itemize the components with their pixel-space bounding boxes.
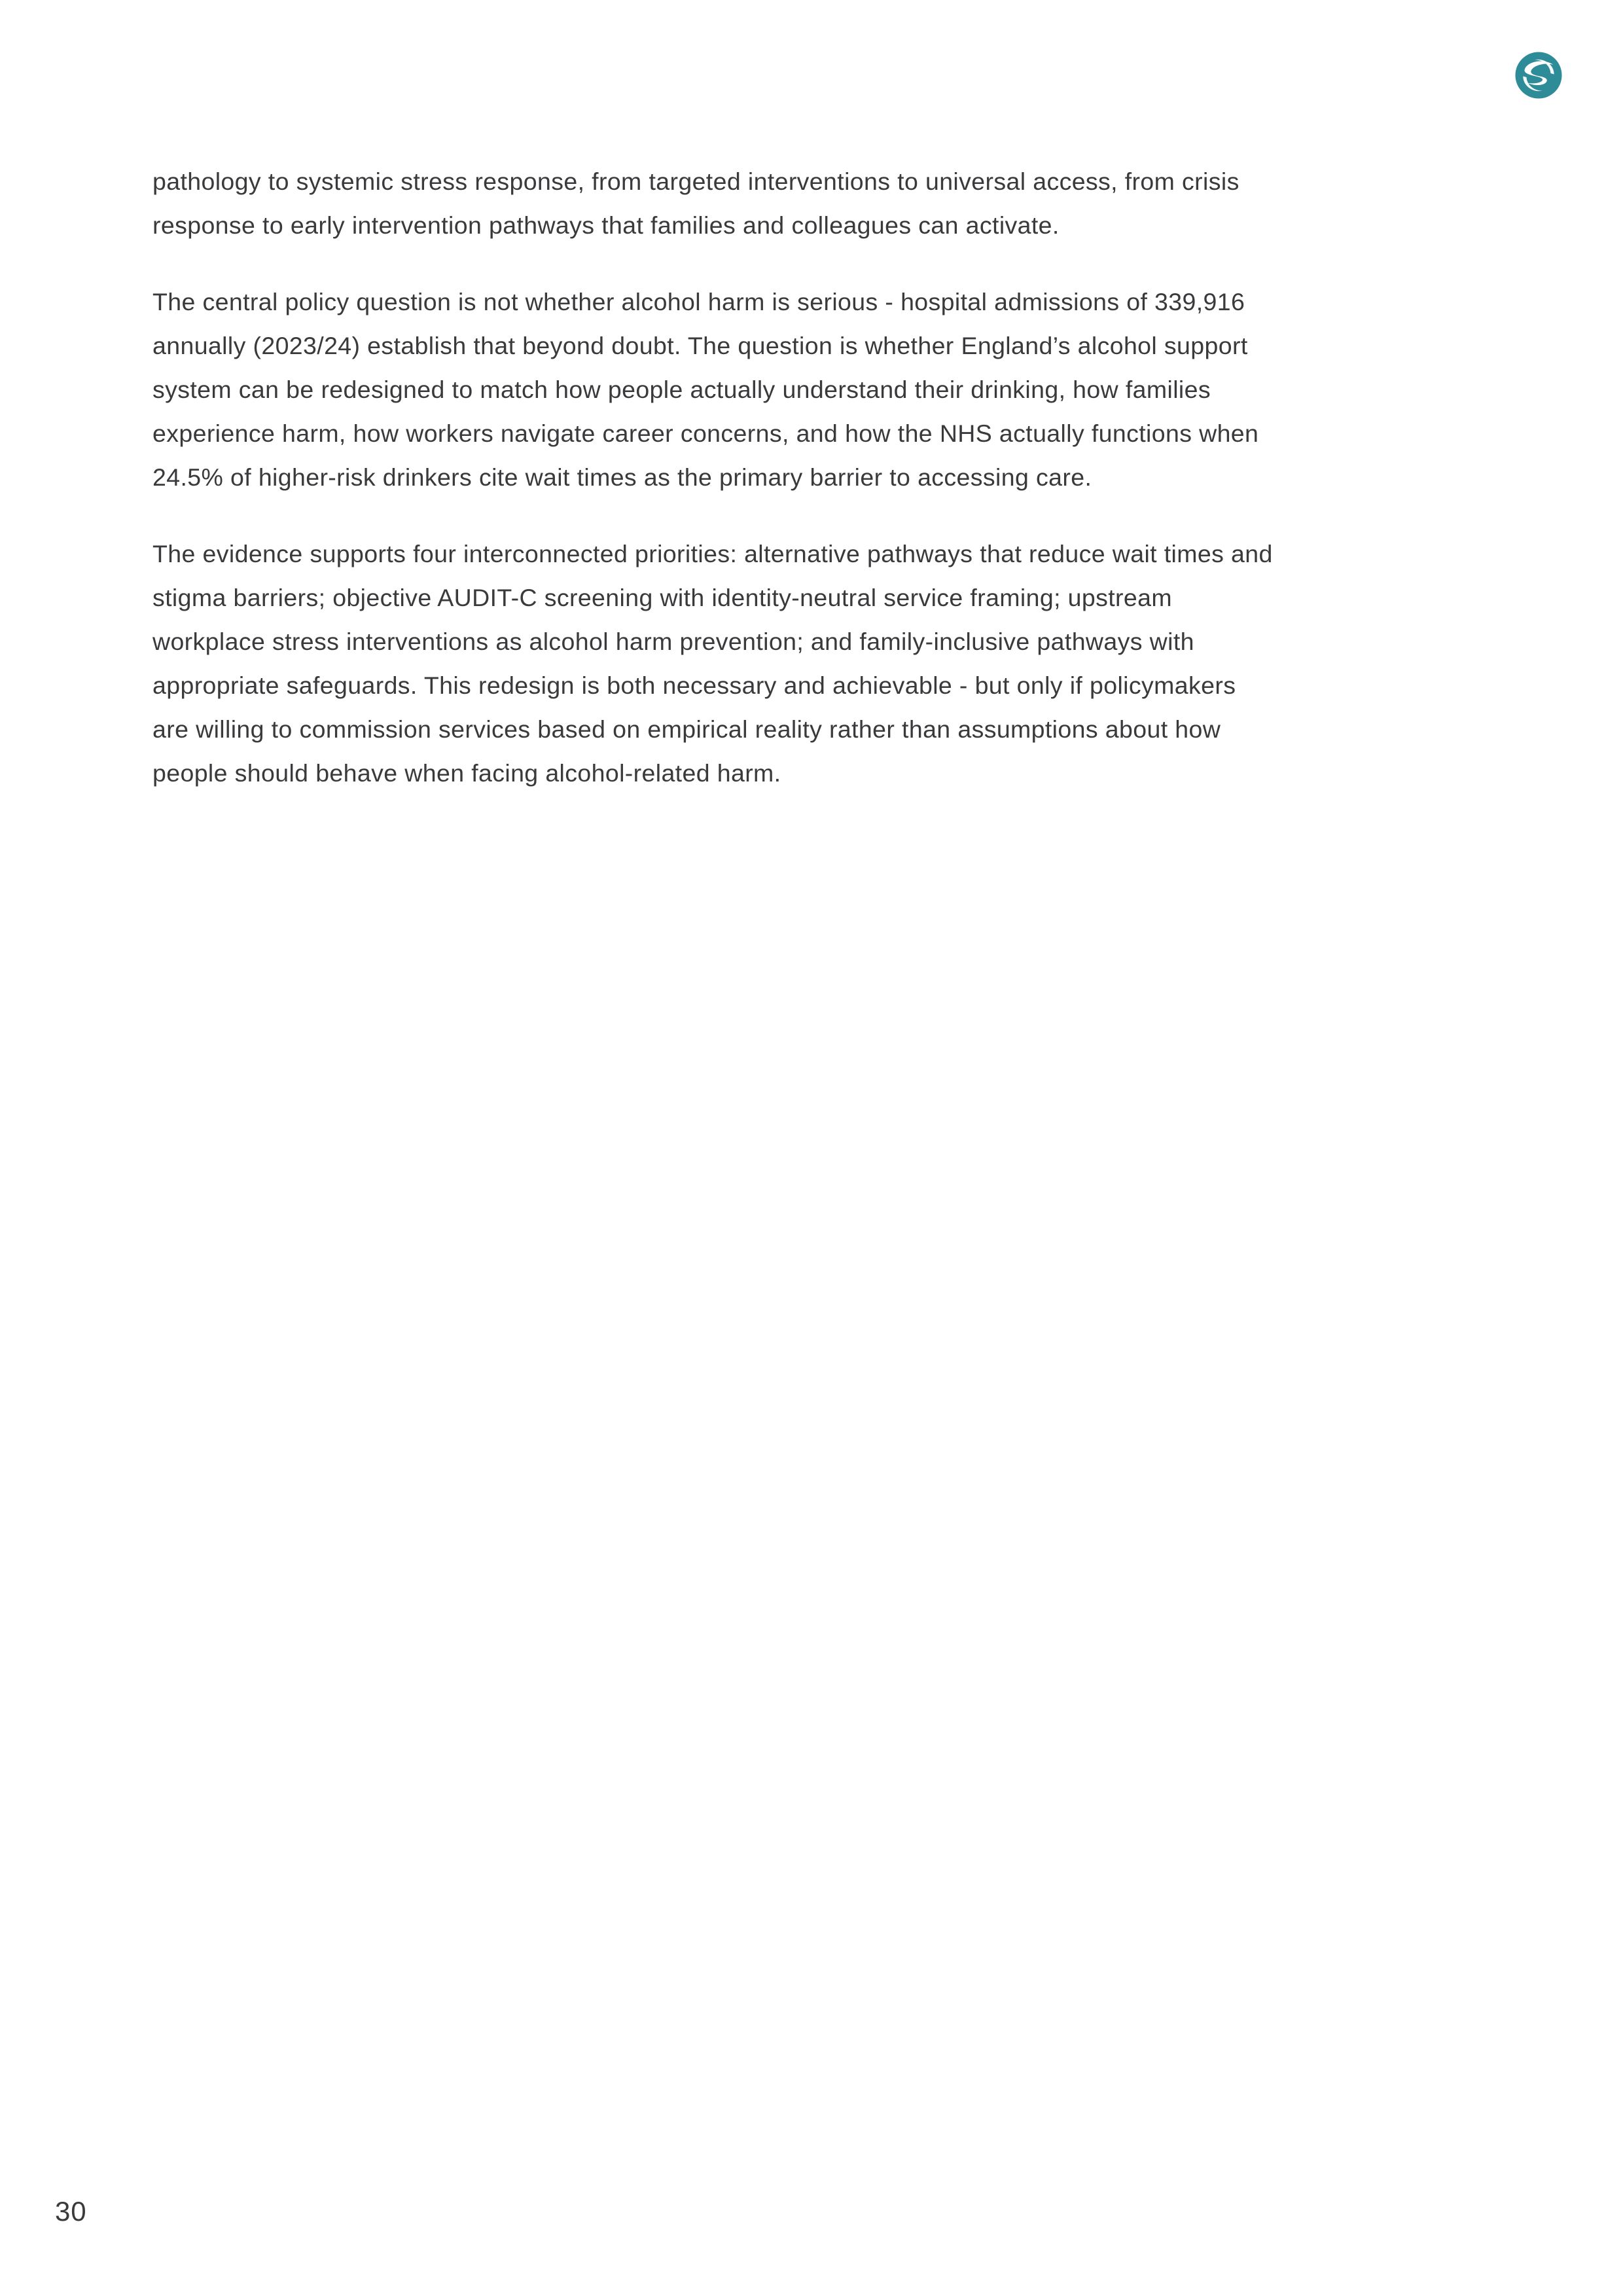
page-header [0,0,1623,151]
page-number: 30 [55,2196,87,2227]
paragraph-2: The central policy question is not whether alcohol harm is serious - hospital admissions of 339,916 annually (2023/24) establish that beyond doubt. The question is whether England’s alcohol support system can be redesigned to match how people actually understand their drinking, how families experience harm, how workers navigate career concerns, and how the NHS actually functions when 24.5% of higher-risk drinkers cite wait times as the primary barrier to accessing care. [152,288,1259,491]
page-footer [0,2126,1623,2296]
paragraph-3: The evidence supports four interconnected priorities: alternative pathways that reduce wait times and stigma barriers; objective AUDIT-C screening with identity-neutral service framing; upstream workplace stress interventions as alcohol harm prevention; and family-inclusive pathways with appropriate safeguards. This redesign is both necessary and achievable - but only if policymakers are willing to commission services based on empirical reality rather than assumptions about how people should behave when facing alcohol-related harm. [152,540,1273,787]
brand-circle-swirl-logo [1514,51,1563,99]
paragraph-1: pathology to systemic stress response, from targeted interventions to universal access, from crisis response to early intervention pathways that families and colleagues can activate. [152,168,1240,239]
body-text-column [152,160,1275,795]
